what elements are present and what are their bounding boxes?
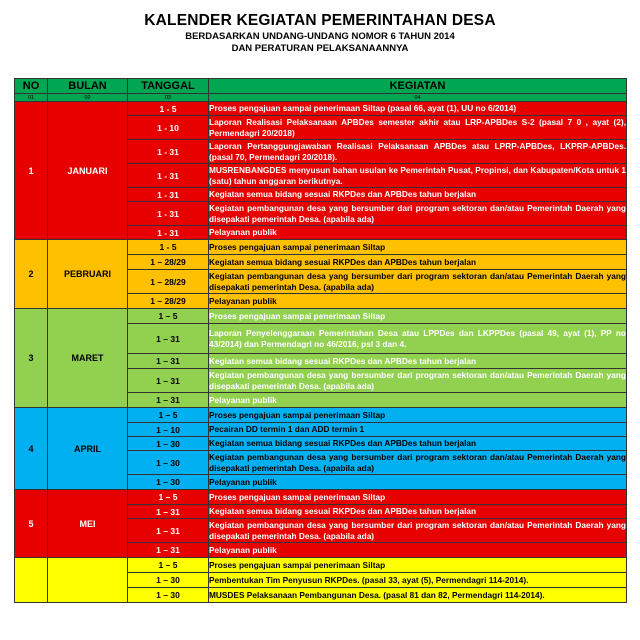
month-number: 3 (15, 309, 48, 408)
activity-date-range: 1 – 5 (128, 408, 209, 423)
activity-date-range: 1 - 10 (128, 116, 209, 140)
activity-description: Pelayanan publik (209, 294, 627, 309)
activity-description: Pelayanan publik (209, 475, 627, 490)
activity-description: Laporan Penyelenggaraan Pemerintahan Desa atau LPPDes dan LKPPDes (pasal 49, ayat (1), PP no 43/2014) dan Permendagri no 46/2016, psl 3 dan 4. (209, 324, 627, 354)
activity-description: Kegiatan semua bidang sesuai RKPDes dan APBDes tahun berjalan (209, 437, 627, 451)
activity-description: Pembentukan Tim Penyusun RKPDes. (pasal 33, ayat (5), Permendagri 114-2014). (209, 573, 627, 588)
column-header-tanggal: TANGGAL (128, 79, 209, 94)
document-title: KALENDER KEGIATAN PEMERINTAHAN DESA (144, 12, 496, 29)
column-number-no: 01 (15, 94, 48, 102)
activity-date-range: 1 - 5 (128, 102, 209, 116)
month-number: 1 (15, 102, 48, 240)
activity-date-range: 1 - 31 (128, 140, 209, 164)
activity-date-range: 1 – 31 (128, 324, 209, 354)
activity-description: Pecairan DD termin 1 dan ADD termin 1 (209, 423, 627, 437)
activity-description: Laporan Realisasi Pelaksanaan APBDes semester akhir atau LRP-APBDes S-2 (pasal 7 0 , ayat (2), Permendagri 20/2018) (209, 117, 626, 138)
column-number-row (15, 94, 627, 102)
activity-date-range: 1 – 5 (128, 490, 209, 505)
column-number-bulan: 02 (48, 94, 128, 102)
column-header-kegiatan: KEGIATAN (209, 79, 627, 94)
activity-description: Kegiatan semua bidang sesuai RKPDes dan APBDes tahun berjalan (209, 255, 627, 270)
month-number: 5 (15, 490, 48, 558)
activity-date-range: 1 – 30 (128, 573, 209, 588)
activity-description: Kegiatan pembangunan desa yang bersumber dari program sektoran dan/atau Pemerintah Daerah yang disepakati pemerintah Desa. (apabila ada) (209, 370, 626, 391)
month-number: 2 (15, 240, 48, 309)
activity-description: Kegiatan pembangunan desa yang bersumber dari program sektoran dan/atau Pemerintah Daerah yang disepakati pemerintah Desa. (apabila ada) (209, 452, 626, 473)
activity-date-range: 1 – 5 (128, 309, 209, 324)
activity-date-range: 1 – 28/29 (128, 294, 209, 309)
activity-date-range: 1 – 30 (128, 437, 209, 451)
month-name: MARET (48, 309, 128, 408)
column-number-kegiatan: 04 (209, 94, 627, 102)
month-name: PEBRUARI (48, 240, 128, 309)
activity-description: Kegiatan semua bidang sesuai RKPDes dan APBDes tahun berjalan (209, 505, 627, 519)
activity-date-range: 1 - 31 (128, 188, 209, 202)
activity-row (15, 558, 627, 573)
month-number: 4 (15, 408, 48, 490)
activity-description: Laporan Pertanggungjawaban Realisasi Pelaksanaan APBDes atau LPRP-APBDes, LKPRP-APBDes.(pasal 70, Permendagri 20/2018). (209, 141, 626, 162)
activity-description: MUSRENBANGDES menyusun bahan usulan ke Pemerintah Pusat, Propinsi, dan Kabupaten/Kota untuk 1 (satu) tahun anggaran berikutnya. (209, 165, 626, 186)
activity-row (15, 408, 627, 423)
activity-description: Proses pengajuan sampai penerimaan Siltap (209, 558, 627, 573)
activity-description: Kegiatan pembangunan desa yang bersumber dari program sektoran dan/atau Pemerintah Daerah yang disepakati pemerintah Desa. (apabila ada) (209, 520, 626, 541)
activity-description: Kegiatan pembangunan desa yang bersumber dari program sektoran dan/atau Pemerintah Daerah yang disepakati pemerintah Desa. (apabila ada) (209, 203, 626, 224)
activity-row (15, 309, 627, 324)
activity-date-range: 1 – 31 (128, 519, 209, 543)
column-header-bulan: BULAN (48, 79, 128, 94)
activity-date-range: 1 – 10 (128, 423, 209, 437)
activity-date-range: 1 – 30 (128, 451, 209, 475)
activity-date-range: 1 – 28/29 (128, 255, 209, 270)
activity-description: Pelayanan publik (209, 543, 627, 558)
activity-description: Proses pengajuan sampai penerimaan Siltap (209, 309, 627, 324)
column-header-row (15, 79, 627, 94)
activity-row (15, 102, 627, 116)
activity-date-range: 1 - 31 (128, 202, 209, 226)
document-subtitle-regulation: DAN PERATURAN PELAKSANAANNYA (231, 43, 409, 54)
activity-description: MUSDES Pelaksanaan Pembangunan Desa. (pasal 81 dan 82, Permendagri 114-2014). (209, 588, 627, 603)
activity-description: Kegiatan pembangunan desa yang bersumber dari program sektoran dan/atau Pemerintah Daerah yang disepakati pemerintah Desa. (apabila ada) (209, 271, 626, 292)
document-subtitle-law: BERDASARKAN UNDANG-UNDANG NOMOR 6 TAHUN 2014 (185, 31, 455, 42)
activity-date-range: 1 – 5 (128, 558, 209, 573)
month-name: APRIL (48, 408, 128, 490)
activity-row (15, 490, 627, 505)
activity-date-range: 1 – 30 (128, 588, 209, 603)
column-header-no: NO (15, 79, 48, 94)
activity-date-range: 1 – 30 (128, 475, 209, 490)
activity-description: Kegiatan semua bidang sesuai RKPDes dan APBDes tahun berjalan (209, 354, 627, 369)
activity-date-range: 1 - 31 (128, 164, 209, 188)
activity-date-range: 1 - 31 (128, 226, 209, 240)
month-name: MEI (48, 490, 128, 558)
activity-description: Pelayanan publik (209, 393, 627, 408)
calendar-body (15, 102, 627, 603)
activity-description: Proses pengajuan sampai penerimaan Siltap (209, 240, 627, 255)
activity-description: Proses pengajuan sampai penerimaan Siltap (209, 408, 627, 423)
activity-description: Kegiatan semua bidang sesuai RKPDes dan APBDes tahun berjalan (209, 188, 627, 202)
activity-date-range: 1 - 5 (128, 240, 209, 255)
activity-date-range: 1 – 31 (128, 505, 209, 519)
activity-row (15, 240, 627, 255)
month-number (15, 558, 48, 603)
calendar-table (14, 78, 627, 603)
activity-description: Proses pengajuan sampai penerimaan Siltap (pasal 66, ayat (1), UU no 6/2014) (209, 102, 627, 116)
activity-description: Pelayanan publik (209, 226, 627, 240)
month-name: JANUARI (48, 102, 128, 240)
activity-date-range: 1 – 31 (128, 369, 209, 393)
activity-date-range: 1 – 28/29 (128, 270, 209, 294)
activity-date-range: 1 – 31 (128, 543, 209, 558)
activity-date-range: 1 – 31 (128, 354, 209, 369)
activity-description: Proses pengajuan sampai penerimaan Siltap (209, 490, 627, 505)
activity-date-range: 1 – 31 (128, 393, 209, 408)
month-name (48, 558, 128, 603)
column-number-tanggal: 03 (128, 94, 209, 102)
